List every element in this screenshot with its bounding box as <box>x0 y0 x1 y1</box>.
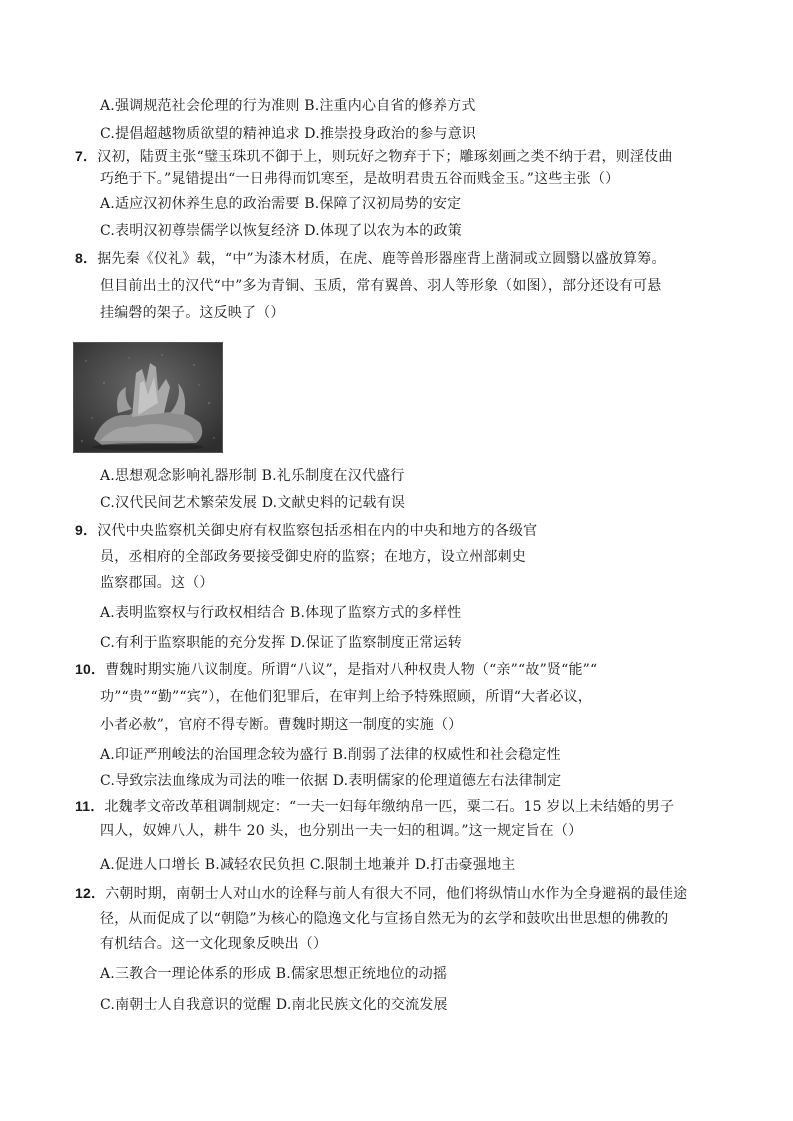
bronze-artifact-photo <box>73 342 223 453</box>
q10-stem-line-2: 功”“贵”“勤”“宾”），在他们犯罪后，在审判上给予特殊照顾，所谓“大者必议， <box>100 689 593 705</box>
q7-number: 7． <box>75 148 98 164</box>
q12-option-ab: A.三教合一理论体系的形成 B.儒家思想正统地位的动摇 <box>100 966 448 982</box>
q12-stem-text-1: 六朝时期，南朝士人对山水的诠释与前人有很大不同，他们将纵情山水作为全身避祸的最佳途 <box>105 886 688 902</box>
q11-stem-text-1: 北魏孝文帝改革租调制规定：“一夫一妇每年缴纳帛一匹，粟二石。15 岁以上未结婚的男子 <box>104 799 675 815</box>
q12-stem-line-2: 径，从而促成了以“朝隐”为核心的隐逸文化与宣扬自然无为的玄学和鼓吹出世思想的佛教的 <box>100 911 669 927</box>
q7-option-cd: C.表明汉初尊崇儒学以恢复经济 D.体现了以农为本的政策 <box>100 223 462 239</box>
q11-stem-line-1 <box>75 796 674 817</box>
q8-stem-line-2: 但目前出土的汉代“中”多为青铜、玉质，常有翼兽、羽人等形象（如图），部分还设有可悬 <box>100 278 662 294</box>
q11-number: 11． <box>75 798 105 814</box>
q8-option-cd: C.汉代民间艺术繁荣发展 D.文献史料的记载有误 <box>100 495 406 511</box>
q8-number: 8． <box>75 250 98 266</box>
q10-option-ab: A.印证严刑峻法的治国理念较为盛行 B.削弱了法律的权威性和社会稳定性 <box>100 747 561 763</box>
q11-options: A.促进人口增长 B.减轻农民负担 C.限制土地兼并 D.打击豪强地主 <box>100 857 516 873</box>
q9-stem-text-1: 汉代中央监察机关御史府有权监察包括丞相在内的中央和地方的各级官 <box>97 523 538 539</box>
q8-option-ab: A.思想观念影响礼器形制 B.礼乐制度在汉代盛行 <box>100 468 405 484</box>
q8-stem-text-1: 据先秦《仪礼》载，“中”为漆木材质，在虎、鹿等兽形器座背上凿洞或立圆翳以盛放算筹。 <box>97 251 666 267</box>
artifact-image <box>74 343 222 452</box>
q9-option-ab: A.表明监察权与行政权相结合 B.体现了监察方式的多样性 <box>100 605 462 621</box>
q9-stem-line-3: 监察郡国。这（） <box>100 575 214 591</box>
q10-stem-text-1: 曹魏时期实施八议制度。所谓“八议”，是指对八种权贵人物（“亲”“故”贤“能”“ <box>105 662 598 678</box>
q12-stem-line-3: 有机结合。这一文化现象反映出（） <box>100 936 328 952</box>
q7-stem-line-1 <box>75 146 673 167</box>
q10-stem-line-3: 小者必赦”，官府不得专断。曹魏时期这一制度的实施（） <box>100 717 463 733</box>
q7-stem-line-2: 巧绝于下。”晁错提出“一日弗得而饥寒至，是故明君贵五谷而贱金玉。”这些主张（） <box>100 171 620 187</box>
q11-stem-line-2: 四人，奴婢八人，耕牛 20 头，也分别出一夫一妇的租调。”这一规定旨在（） <box>100 823 583 839</box>
q8-stem-line-1 <box>75 248 666 269</box>
q9-number: 9． <box>75 522 98 538</box>
q10-number: 10． <box>75 661 106 677</box>
q9-stem-line-1 <box>75 520 537 541</box>
q7-option-ab: A.适应汉初休养生息的政治需要 B.保障了汉初局势的安定 <box>100 196 462 212</box>
q6-option-ab: A.强调规范社会伦理的行为准则 B.注重内心自省的修养方式 <box>100 98 476 114</box>
q9-stem-line-2: 员，丞相府的全部政务要接受御史府的监察；在地方，设立州部刺史 <box>100 549 526 565</box>
q9-option-cd: C.有利于监察职能的充分发挥 D.保证了监察制度正常运转 <box>100 635 462 651</box>
q10-option-cd: C.导致宗法血缘成为司法的唯一依据 D.表明儒家的伦理道德左右法律制定 <box>100 773 562 789</box>
q7-stem-text-1: 汉初，陆贾主张“璧玉珠玑不御于上，则玩好之物弃于下；雕琢刻画之类不纳于君，则淫伎曲 <box>97 149 673 165</box>
q8-stem-line-3: 挂编磬的架子。这反映了（） <box>100 305 285 321</box>
q12-number: 12． <box>75 885 106 901</box>
q12-stem-line-1 <box>75 883 687 904</box>
q6-option-cd: C.提倡超越物质欲望的精神追求 D.推崇投身政治的参与意识 <box>100 126 477 142</box>
q12-option-cd: C.南朝士人自我意识的觉醒 D.南北民族文化的交流发展 <box>100 997 448 1013</box>
q10-stem-line-1 <box>75 659 597 680</box>
